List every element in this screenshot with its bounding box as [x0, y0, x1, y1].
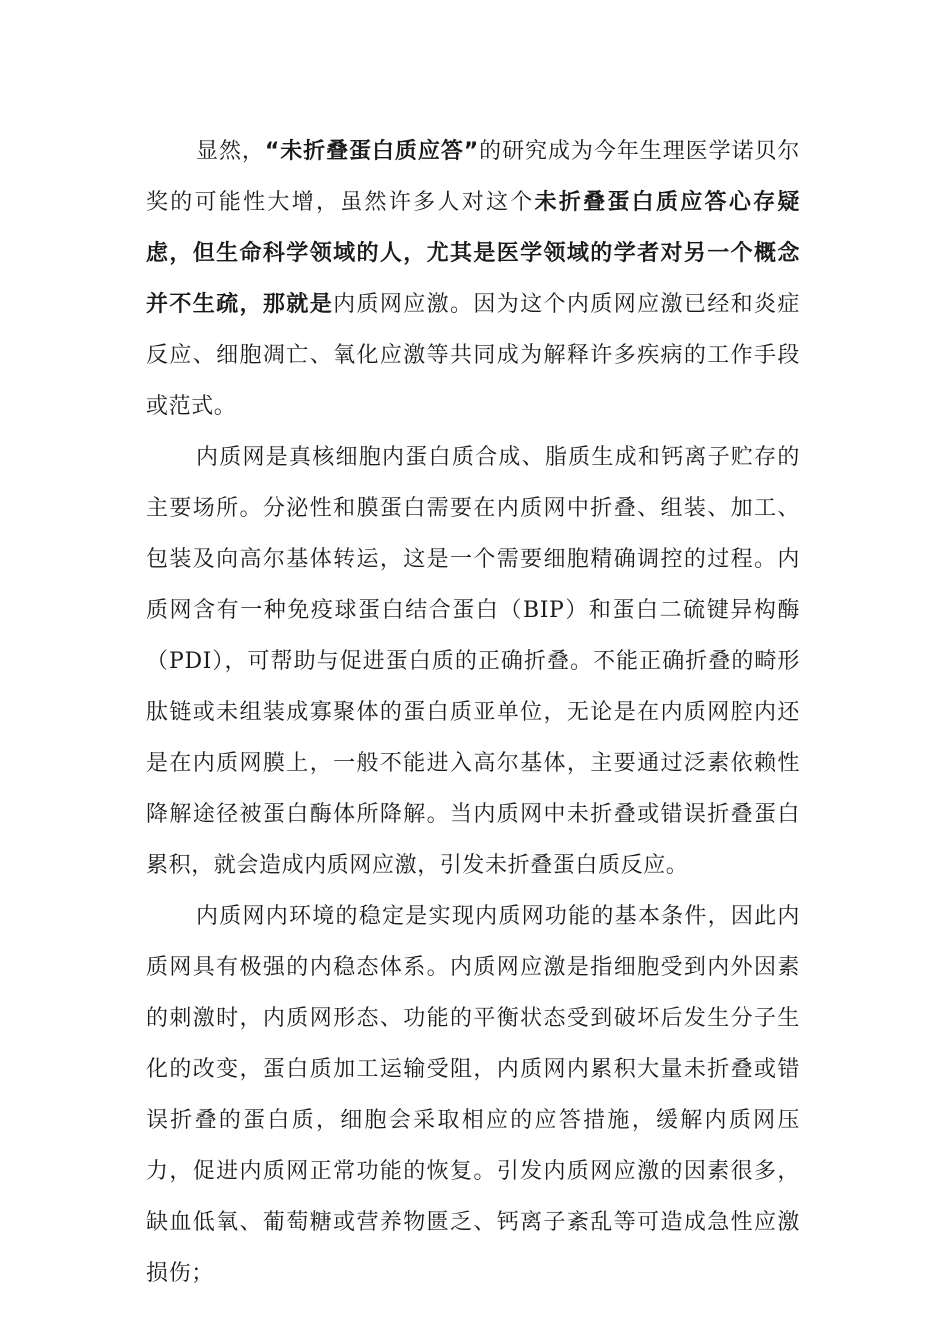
paragraph-1 [146, 126, 800, 432]
paragraph-2-run-1: 内质网是真核细胞内蛋白质合成、脂质生成和钙离子贮存的主要场所。分泌性和膜蛋白需要在内质网中折叠、组装、加工、包装及向高尔基体转运，这是一个需要细胞精确调控的过程。内质网含有一种免疫球蛋白结合蛋白（BIP）和蛋白二硫键异构酶（PDI），可帮助与促进蛋白质的正确折叠。不能正确折叠的畸形肽链或未组装成寡聚体的蛋白质亚单位，无论是在内质网腔内还是在内质网膜上，一般不能进入高尔基体，主要通过泛素依赖性降解途径被蛋白酶体所降解。当内质网中未折叠或错误折叠蛋白累积，就会造成内质网应激，引发未折叠蛋白质反应。 [146, 445, 800, 878]
paragraph-1-run-4: 未折叠蛋白质应答心存疑虑，但生命科学领域的人，尤其是医学领域的学者对另一个概念并不生疏，那就是 [146, 190, 800, 317]
paragraph-1-run-5: 内质网应激。因为这个内质网应激已经和炎症反应、细胞凋亡、氧化应激等共同成为解释许多疾病的工作手段或范式。 [146, 292, 800, 419]
paragraph-1-run-3: 的研究成为今年生理医学诺贝尔奖的可能性大增，虽然许多人对这个 [146, 139, 800, 215]
paragraph-1-run-2: “未折叠蛋白质应答” [264, 139, 479, 164]
paragraph-1-run-1: 显然， [196, 139, 265, 164]
paragraph-3-run-1: 内质网内环境的稳定是实现内质网功能的基本条件，因此内质网具有极强的内稳态体系。内质网应激是指细胞受到内外因素的刺激时，内质网形态、功能的平衡状态受到破坏后发生分子生化的改变，蛋白质加工运输受阻，内质网内累积大量未折叠或错误折叠的蛋白质，细胞会采取相应的应答措施，缓解内质网压力，促进内质网正常功能的恢复。引发内质网应激的因素很多，缺血低氧、葡萄糖或营养物匮乏、钙离子紊乱等可造成急性应激损伤； [146, 904, 800, 1286]
document-body [146, 126, 800, 1299]
paragraph-2 [146, 432, 800, 891]
paragraph-3 [146, 891, 800, 1299]
